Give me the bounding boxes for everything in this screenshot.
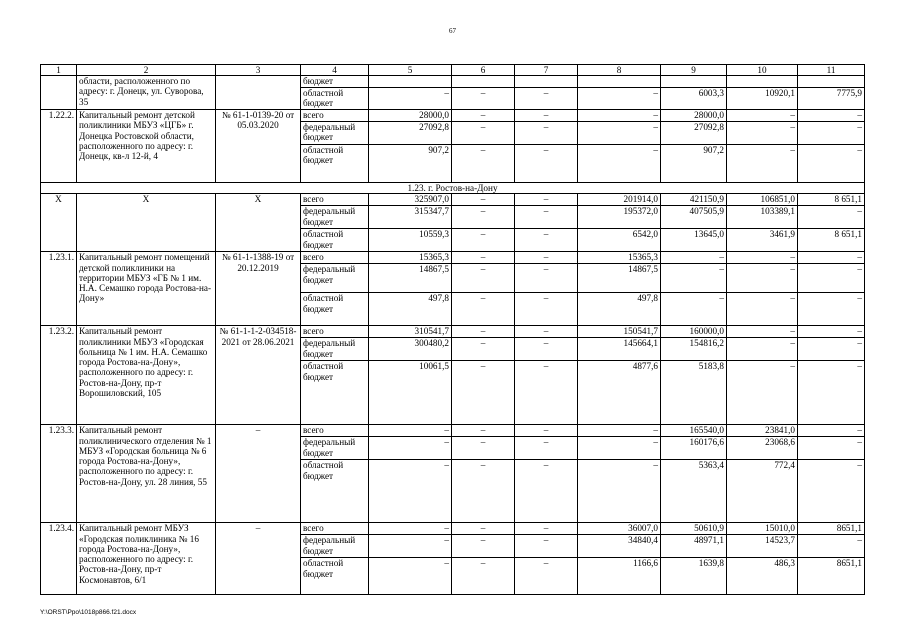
value-cell: – [515, 88, 578, 110]
value-cell: 106851,0 [727, 194, 798, 206]
table-row [41, 252, 865, 264]
budget-table [40, 64, 865, 595]
value-cell: – [452, 206, 515, 229]
funding-source: федеральный бюджет [301, 206, 369, 229]
value-cell: 4877,6 [578, 361, 661, 425]
value-cell: 165540,0 [661, 425, 727, 437]
section-row [41, 183, 865, 194]
value-cell [515, 76, 578, 88]
section-title: 1.23. г. Ростов-на-Дону [41, 183, 865, 194]
value-cell: 14523,7 [727, 535, 798, 558]
value-cell: – [727, 110, 798, 122]
value-cell: – [798, 338, 865, 361]
value-cell: 201914,0 [578, 194, 661, 206]
value-cell: 15010,0 [727, 523, 798, 535]
value-cell: – [452, 361, 515, 425]
value-cell: – [515, 558, 578, 595]
value-cell: – [452, 110, 515, 122]
value-cell: 27092,8 [661, 122, 727, 145]
value-cell: 48971,1 [661, 535, 727, 558]
value-cell [369, 76, 452, 88]
value-cell: 8651,1 [798, 558, 865, 595]
column-header: 9 [661, 65, 727, 76]
value-cell: 907,2 [661, 145, 727, 183]
value-cell [578, 76, 661, 88]
value-cell: 50610,9 [661, 523, 727, 535]
table-row [41, 76, 865, 88]
value-cell: – [798, 326, 865, 338]
value-cell [661, 76, 727, 88]
value-cell: 15365,3 [578, 252, 661, 264]
funding-source: областной бюджет [301, 293, 369, 326]
value-cell: – [798, 535, 865, 558]
value-cell: 27092,8 [369, 122, 452, 145]
value-cell: – [452, 326, 515, 338]
funding-source: всего [301, 252, 369, 264]
funding-source: всего [301, 523, 369, 535]
value-cell: 14867,5 [578, 264, 661, 293]
value-cell: – [727, 122, 798, 145]
value-cell: – [452, 194, 515, 206]
value-cell: – [452, 437, 515, 460]
value-cell: – [798, 110, 865, 122]
value-cell: 3461,9 [727, 229, 798, 252]
value-cell: – [798, 437, 865, 460]
value-cell: 5363,4 [661, 460, 727, 523]
value-cell: – [452, 460, 515, 523]
value-cell: 6003,3 [661, 88, 727, 110]
value-cell: – [515, 523, 578, 535]
value-cell: – [369, 425, 452, 437]
value-cell: – [578, 425, 661, 437]
value-cell: 34840,4 [578, 535, 661, 558]
value-cell: 8 651,1 [798, 229, 865, 252]
value-cell: 14867,5 [369, 264, 452, 293]
column-header: 6 [452, 65, 515, 76]
value-cell: 497,8 [578, 293, 661, 326]
value-cell: – [452, 523, 515, 535]
item-name: Капитальный ремонт детской поликлиники МБУЗ «ЦГБ» г. Донецка Ростовской области, расположенного по адресу: г. Донецк, кв-л 12-й, 4 [77, 110, 216, 183]
item-code: Х [41, 194, 77, 252]
value-cell: – [798, 425, 865, 437]
item-code: 1.23.4. [41, 523, 77, 595]
funding-source: федеральный бюджет [301, 264, 369, 293]
value-cell: – [798, 122, 865, 145]
table-row [41, 523, 865, 535]
value-cell: 497,8 [369, 293, 452, 326]
value-cell: – [369, 558, 452, 595]
value-cell: – [578, 122, 661, 145]
funding-source: всего [301, 110, 369, 122]
value-cell: 6542,0 [578, 229, 661, 252]
value-cell: – [798, 460, 865, 523]
value-cell: – [727, 145, 798, 183]
item-name: области, расположенного по адресу: г. Донецк, ул. Суворова, 35 [77, 76, 216, 110]
value-cell: – [515, 338, 578, 361]
value-cell: – [661, 264, 727, 293]
item-code: 1.23.1. [41, 252, 77, 326]
value-cell: – [369, 88, 452, 110]
item-name: Х [77, 194, 216, 252]
value-cell: – [798, 206, 865, 229]
value-cell [798, 76, 865, 88]
value-cell: – [369, 535, 452, 558]
value-cell: 145664,1 [578, 338, 661, 361]
item-document: – [216, 523, 301, 595]
value-cell: – [452, 88, 515, 110]
value-cell: – [369, 460, 452, 523]
page-number: 67 [449, 27, 456, 35]
value-cell: – [727, 252, 798, 264]
value-cell [452, 76, 515, 88]
value-cell: – [515, 361, 578, 425]
table-row [41, 194, 865, 206]
value-cell: 1166,6 [578, 558, 661, 595]
value-cell: – [515, 425, 578, 437]
value-cell: – [515, 229, 578, 252]
value-cell: – [515, 293, 578, 326]
value-cell: 13645,0 [661, 229, 727, 252]
value-cell: 7775,9 [798, 88, 865, 110]
column-header: 1 [41, 65, 77, 76]
value-cell: – [578, 88, 661, 110]
value-cell: 772,4 [727, 460, 798, 523]
value-cell: – [452, 293, 515, 326]
funding-source: федеральный бюджет [301, 338, 369, 361]
value-cell: – [369, 523, 452, 535]
value-cell: 15365,3 [369, 252, 452, 264]
column-header: 11 [798, 65, 865, 76]
item-name: Капитальный ремонт МБУЗ «Городская поликлиника № 16 города Ростова-на-Дону», расположенного по адресу: г. Ростов-на-Дону, пр-т Космонавтов, 6/1 [77, 523, 216, 595]
value-cell: – [578, 145, 661, 183]
funding-source: федеральный бюджет [301, 122, 369, 145]
funding-source: бюджет [301, 76, 369, 88]
table-row [41, 326, 865, 338]
item-document [216, 76, 301, 110]
column-numbers-row [41, 65, 865, 76]
item-document: № 61-1-0139-20 от 05.03.2020 [216, 110, 301, 183]
value-cell: – [452, 122, 515, 145]
value-cell: 486,3 [727, 558, 798, 595]
item-document: № 61-1-1-2-034518-2021 от 28.06.2021 [216, 326, 301, 425]
value-cell: – [661, 252, 727, 264]
value-cell: – [452, 535, 515, 558]
value-cell: – [515, 122, 578, 145]
item-document: – [216, 425, 301, 523]
funding-source: областной бюджет [301, 145, 369, 183]
value-cell: – [452, 338, 515, 361]
value-cell: – [727, 338, 798, 361]
value-cell: – [727, 293, 798, 326]
value-cell: 160176,6 [661, 437, 727, 460]
value-cell: 10061,5 [369, 361, 452, 425]
item-name: Капитальный ремонт поликлинического отделения № 1 МБУЗ «Городская больница № 6 города Ростова-на-Дону», расположенного по адресу: г. Ростов-на-Дону, ул. 28 линия, 55 [77, 425, 216, 523]
value-cell: – [452, 558, 515, 595]
funding-source: областной бюджет [301, 88, 369, 110]
value-cell: – [515, 206, 578, 229]
value-cell: – [515, 194, 578, 206]
item-name: Капитальный ремонт помещений детской поликлиники на территории МБУЗ «ГБ № 1 им. Н.А. Семашко города Ростова-на-Дону» [77, 252, 216, 326]
value-cell: 421150,9 [661, 194, 727, 206]
table-row [41, 110, 865, 122]
value-cell: – [452, 145, 515, 183]
value-cell: – [369, 437, 452, 460]
value-cell: 195372,0 [578, 206, 661, 229]
column-header: 7 [515, 65, 578, 76]
value-cell: 325907,0 [369, 194, 452, 206]
value-cell: – [515, 437, 578, 460]
value-cell: 407505,9 [661, 206, 727, 229]
table-row [41, 425, 865, 437]
item-document: Х [216, 194, 301, 252]
value-cell: – [661, 293, 727, 326]
item-name: Капитальный ремонт поликлиники МБУЗ «Городская больница № 1 им. Н.А. Семашко города Ростова-на-Дону», расположенного по адресу: г. Ростов-на-Дону, пр-т Ворошиловский, 105 [77, 326, 216, 425]
item-code: 1.22.2. [41, 110, 77, 183]
value-cell: 154816,2 [661, 338, 727, 361]
value-cell: 310541,7 [369, 326, 452, 338]
value-cell: – [798, 252, 865, 264]
column-header: 10 [727, 65, 798, 76]
value-cell: 10920,1 [727, 88, 798, 110]
value-cell: 8651,1 [798, 523, 865, 535]
value-cell: – [798, 361, 865, 425]
value-cell: – [798, 293, 865, 326]
value-cell: – [515, 110, 578, 122]
value-cell: 23068,6 [727, 437, 798, 460]
value-cell: – [452, 229, 515, 252]
value-cell: 1639,8 [661, 558, 727, 595]
value-cell: 8 651,1 [798, 194, 865, 206]
funding-source: областной бюджет [301, 460, 369, 523]
value-cell: 5183,8 [661, 361, 727, 425]
column-header: 8 [578, 65, 661, 76]
item-document: № 61-1-1388-19 от 20.12.2019 [216, 252, 301, 326]
value-cell [727, 76, 798, 88]
funding-source: федеральный бюджет [301, 535, 369, 558]
value-cell: – [578, 460, 661, 523]
value-cell: 36007,0 [578, 523, 661, 535]
value-cell: 160000,0 [661, 326, 727, 338]
column-header: 2 [77, 65, 216, 76]
funding-source: областной бюджет [301, 229, 369, 252]
value-cell: – [515, 252, 578, 264]
value-cell: – [452, 425, 515, 437]
value-cell: – [727, 264, 798, 293]
column-header: 4 [301, 65, 369, 76]
value-cell: 907,2 [369, 145, 452, 183]
funding-source: областной бюджет [301, 361, 369, 425]
funding-source: всего [301, 326, 369, 338]
value-cell: – [578, 437, 661, 460]
value-cell: 315347,7 [369, 206, 452, 229]
value-cell: 300480,2 [369, 338, 452, 361]
value-cell: 23841,0 [727, 425, 798, 437]
value-cell: – [727, 361, 798, 425]
value-cell: – [452, 264, 515, 293]
value-cell: – [515, 264, 578, 293]
value-cell: – [798, 145, 865, 183]
value-cell: – [798, 264, 865, 293]
file-path-footer: Y:\ORST\Ppo\1018p866.f21.docx [40, 609, 137, 616]
item-code: 1.23.2. [41, 326, 77, 425]
value-cell: 10559,3 [369, 229, 452, 252]
value-cell: 103389,1 [727, 206, 798, 229]
item-code: 1.23.3. [41, 425, 77, 523]
value-cell: – [727, 326, 798, 338]
value-cell: – [515, 535, 578, 558]
value-cell: 150541,7 [578, 326, 661, 338]
value-cell: – [578, 110, 661, 122]
value-cell: – [515, 145, 578, 183]
funding-source: всего [301, 425, 369, 437]
column-header: 5 [369, 65, 452, 76]
item-code [41, 76, 77, 110]
value-cell: – [515, 460, 578, 523]
value-cell: 28000,0 [661, 110, 727, 122]
funding-source: областной бюджет [301, 558, 369, 595]
funding-source: всего [301, 194, 369, 206]
funding-source: федеральный бюджет [301, 437, 369, 460]
value-cell: – [515, 326, 578, 338]
value-cell: 28000,0 [369, 110, 452, 122]
column-header: 3 [216, 65, 301, 76]
value-cell: – [452, 252, 515, 264]
